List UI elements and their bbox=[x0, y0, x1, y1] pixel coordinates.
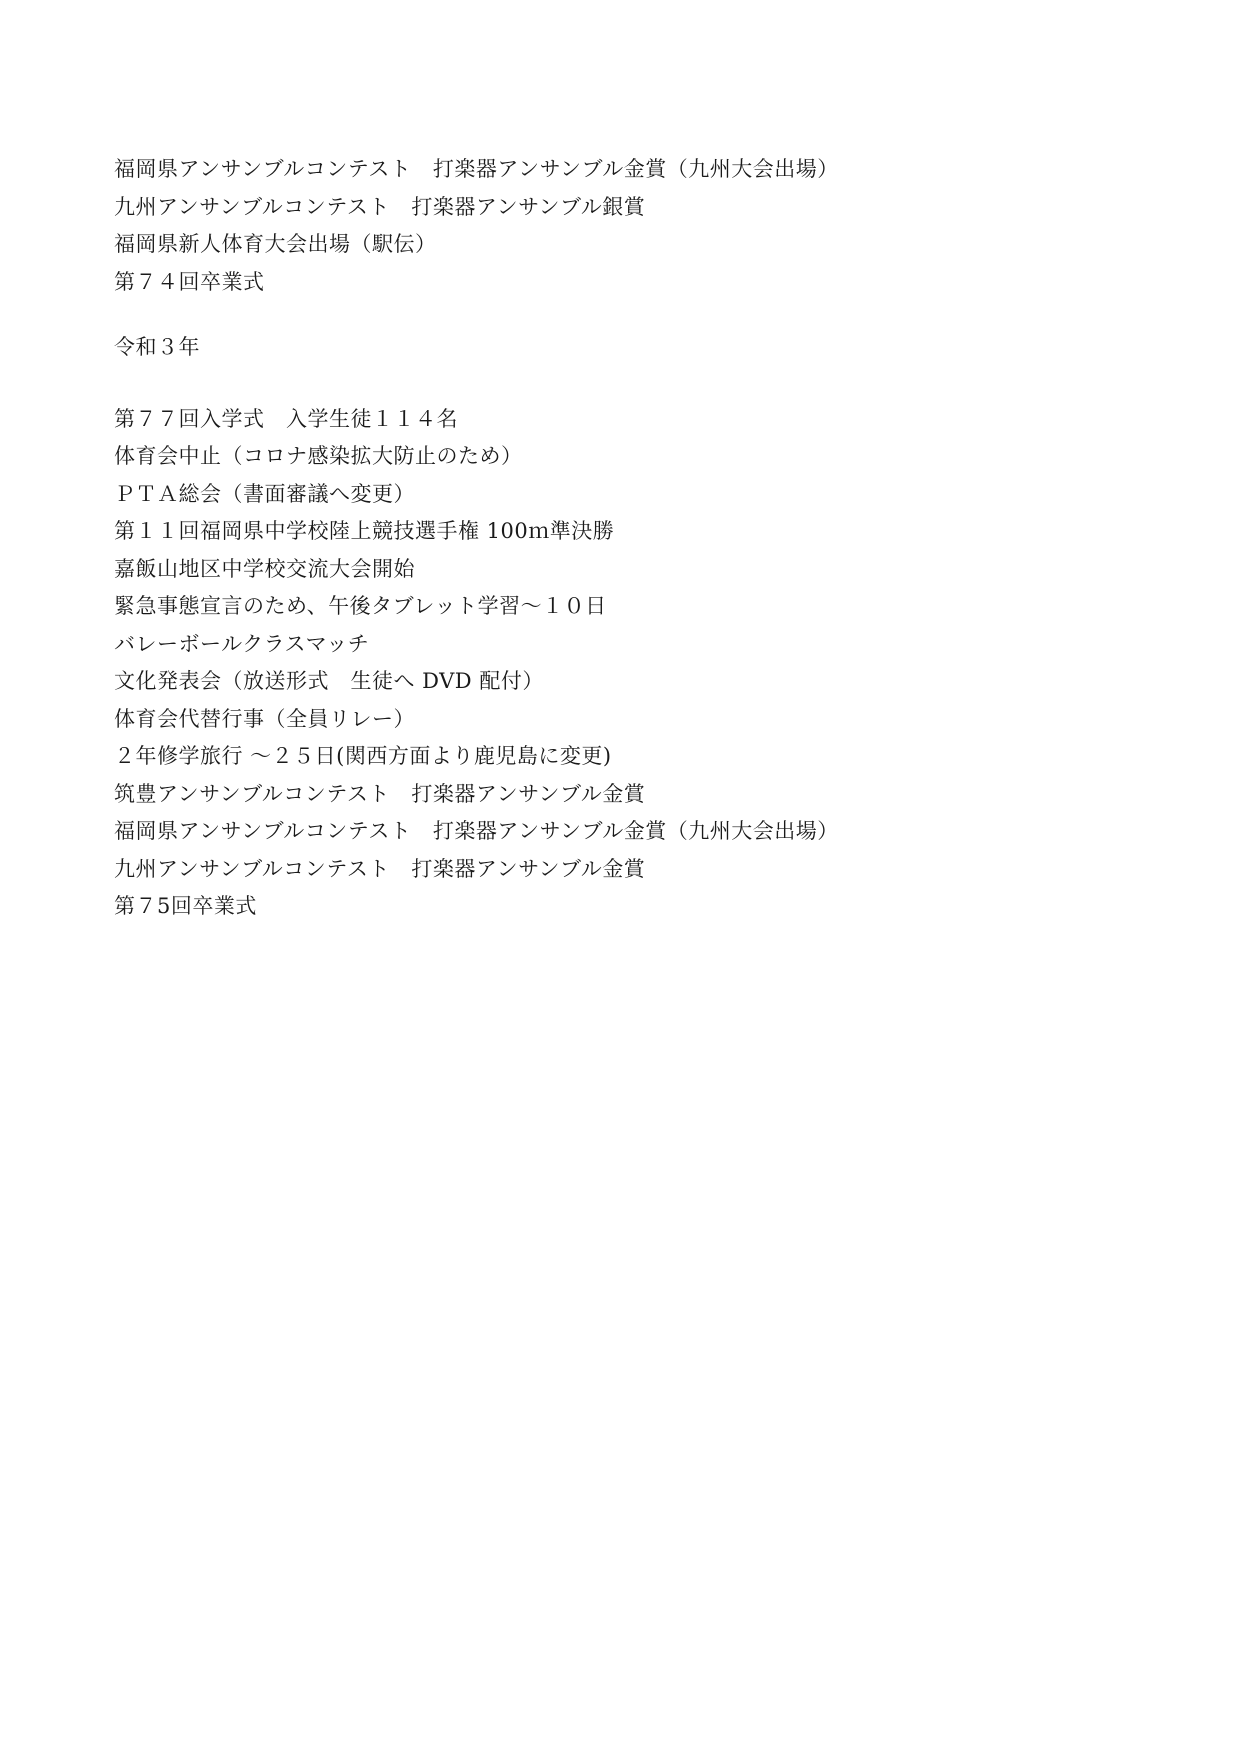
event-line: 第７７回入学式 入学生徒１１４名 bbox=[114, 406, 458, 431]
event-line: 九州アンサンブルコンテスト 打楽器アンサンブル銀賞 bbox=[114, 194, 646, 219]
event-line: 嘉飯山地区中学校交流大会開始 bbox=[114, 556, 415, 581]
event-line: ＰＴＡ総会（書面審議へ変更） bbox=[114, 481, 415, 506]
event-line: 体育会中止（コロナ感染拡大防止のため） bbox=[114, 444, 523, 468]
event-line: 九州アンサンブルコンテスト 打楽器アンサンブル金賞 bbox=[114, 856, 646, 881]
event-line: 第７5回卒業式 bbox=[114, 894, 257, 918]
event-line: 文化発表会（放送形式 生徒へ DVD 配付） bbox=[114, 669, 544, 693]
events-block-reiwa-3 bbox=[114, 401, 1124, 926]
event-line: 筑豊アンサンブルコンテスト 打楽器アンサンブル金賞 bbox=[114, 781, 646, 806]
event-line: 緊急事態宣言のため、午後タブレット学習～１０日 bbox=[114, 594, 607, 618]
year-heading: 令和３年 bbox=[114, 335, 200, 359]
event-line: 福岡県アンサンブルコンテスト 打楽器アンサンブル金賞（九州大会出場） bbox=[114, 819, 839, 843]
event-line: 体育会代替行事（全員リレー） bbox=[114, 706, 415, 731]
event-line: 第７４回卒業式 bbox=[114, 269, 265, 294]
event-line: 福岡県新人体育大会出場（駅伝） bbox=[114, 232, 437, 256]
document-body bbox=[114, 151, 1124, 926]
event-line: バレーボールクラスマッチ bbox=[114, 631, 370, 656]
event-line: 第１１回福岡県中学校陸上競技選手権 100ｍ準決勝 bbox=[114, 519, 615, 543]
events-block-previous-year bbox=[114, 151, 1124, 301]
event-line: 福岡県アンサンブルコンテスト 打楽器アンサンブル金賞（九州大会出場） bbox=[114, 157, 839, 181]
event-line: ２年修学旅行 ～２５日(関西方面より鹿児島に変更) bbox=[114, 744, 612, 768]
